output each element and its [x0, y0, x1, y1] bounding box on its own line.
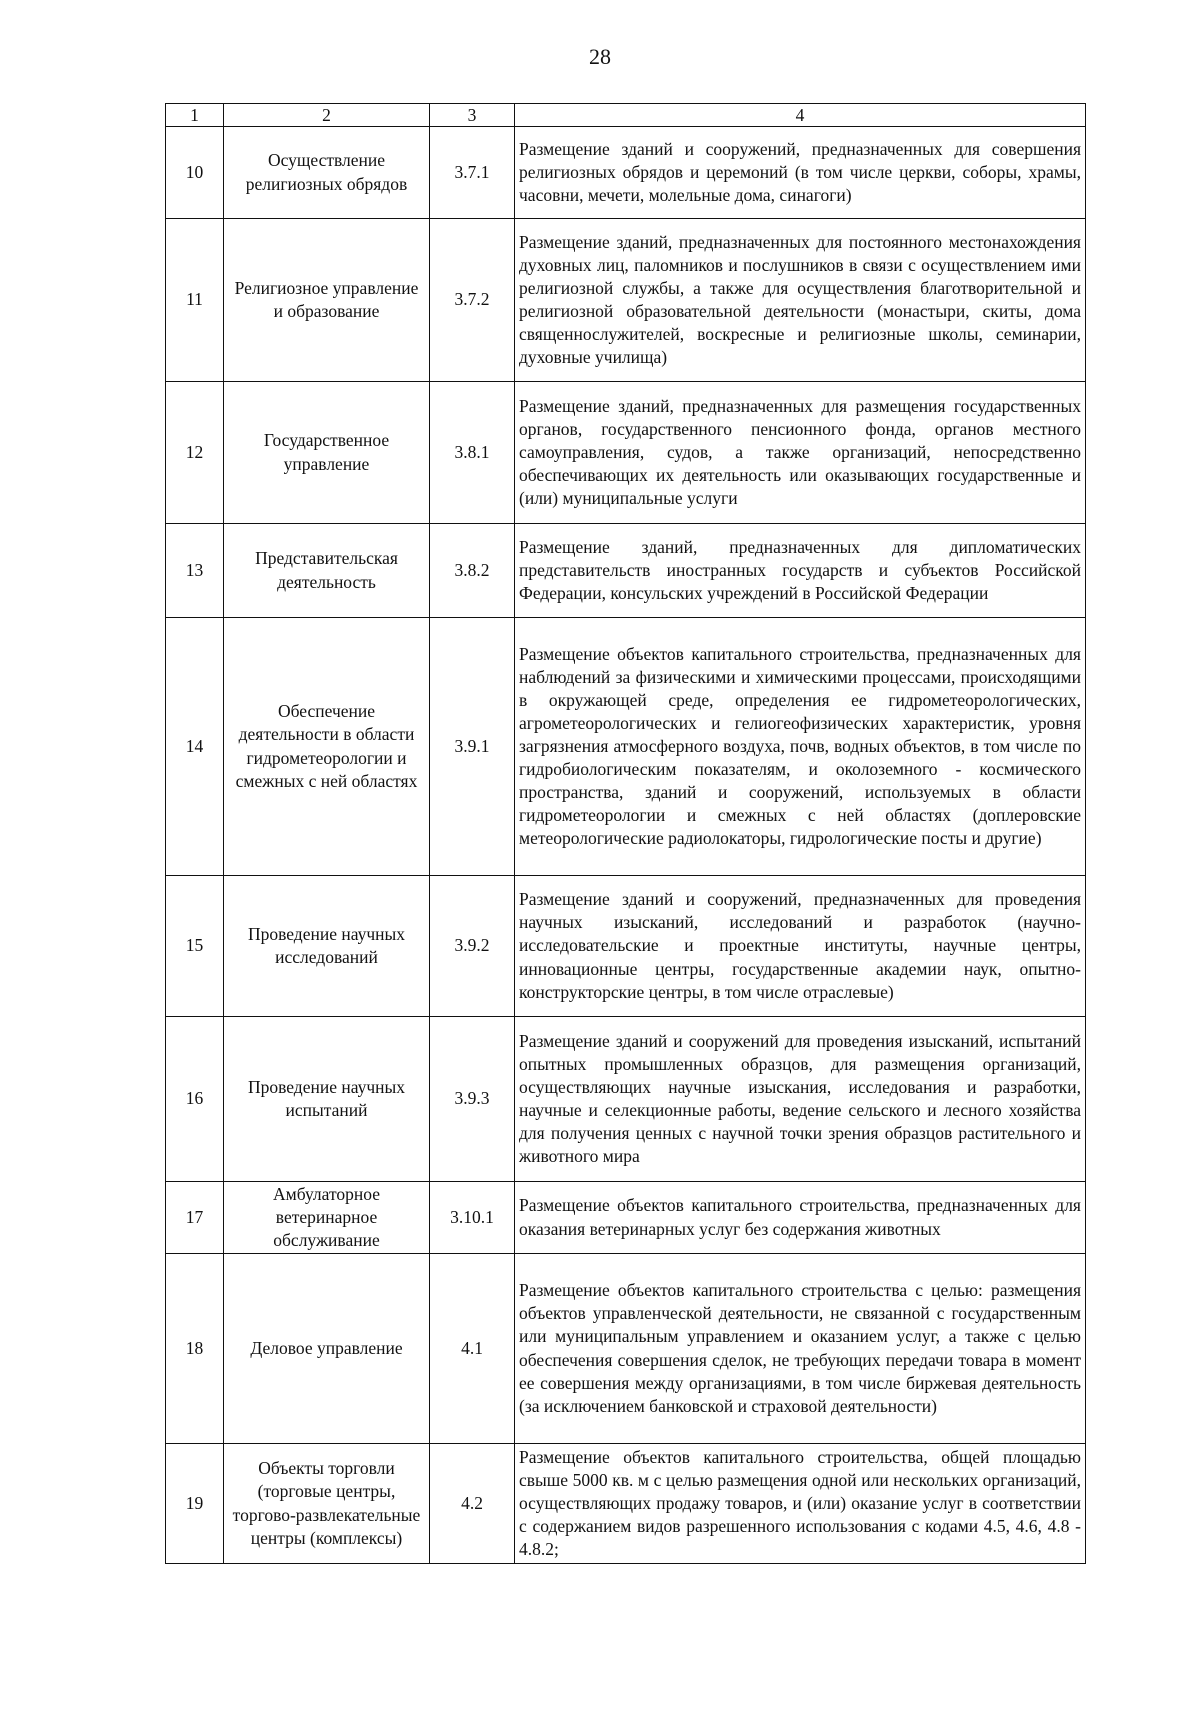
land-use-description: Размещение объектов капитального строительства с целью: размещения объектов управленческой деятельности, не связанной с государственным или муниципальным управлением и оказанием услуг, а также с целью обеспечения совершения сделок, не требующих передачи товара в момент ее совершения между организациями, в том числе биржевая деятельность (за исключением банковской и страховой деятельности) — [515, 1254, 1086, 1444]
land-use-name: Представительская деятельность — [224, 524, 430, 618]
row-number: 17 — [166, 1182, 224, 1254]
column-number-3: 3 — [430, 104, 515, 127]
land-use-code: 3.8.2 — [430, 524, 515, 618]
table-row — [166, 876, 1086, 1017]
land-use-description: Размещение объектов капитального строительства, предназначенных для наблюдений за физическими и химическими процессами, происходящими в окружающей среде, определения ее гидрометеорологических, агрометеорологических и гелиогеофизических характеристик, уровня загрязнения атмосферного воздуха, почв, водных объектов, в том числе по гидробиологическим показателям, и околоземного - космического пространства, зданий и сооружений, используемых в области гидрометеорологии и смежных с ней областях (доплеровские метеорологические радиолокаторы, гидрологические посты и другие) — [515, 618, 1086, 876]
land-use-code: 3.9.2 — [430, 876, 515, 1017]
table-row — [166, 524, 1086, 618]
table-row — [166, 618, 1086, 876]
column-number-4: 4 — [515, 104, 1086, 127]
land-use-description: Размещение зданий, предназначенных для размещения государственных органов, государственного пенсионного фонда, органов местного самоуправления, судов, а также организаций, непосредственно обеспечивающих их деятельность или оказывающих государственные и (или) муниципальные услуги — [515, 382, 1086, 524]
land-use-name: Объекты торговли (торговые центры, торгово-развлекательные центры (комплексы) — [224, 1444, 430, 1564]
row-number: 14 — [166, 618, 224, 876]
land-use-name: Осуществление религиозных обрядов — [224, 127, 430, 219]
land-use-name: Проведение научных испытаний — [224, 1017, 430, 1182]
row-number: 18 — [166, 1254, 224, 1444]
land-use-code: 3.7.1 — [430, 127, 515, 219]
land-use-description: Размещение зданий и сооружений, предназначенных для совершения религиозных обрядов и церемоний (в том числе церкви, соборы, храмы, часовни, мечети, молельные дома, синагоги) — [515, 127, 1086, 219]
land-use-name: Религиозное управление и образование — [224, 219, 430, 382]
land-use-description: Размещение объектов капитального строительства, предназначенных для оказания ветеринарных услуг без содержания животных — [515, 1182, 1086, 1254]
column-number-2: 2 — [224, 104, 430, 127]
land-use-description: Размещение объектов капитального строительства, общей площадью свыше 5000 кв. м с целью размещения одной или нескольких организаций, осуществляющих продажу товаров, и (или) оказание услуг в соответствии с содержанием видов разрешенного использования с кодами 4.5, 4.6, 4.8 - 4.8.2; — [515, 1444, 1086, 1564]
land-use-description: Размещение зданий, предназначенных для дипломатических представительств иностранных государств и субъектов Российской Федерации, консульских учреждений в Российской Федерации — [515, 524, 1086, 618]
row-number: 19 — [166, 1444, 224, 1564]
row-number: 15 — [166, 876, 224, 1017]
land-use-code: 3.9.1 — [430, 618, 515, 876]
land-use-table — [165, 103, 1086, 1564]
table-row — [166, 1017, 1086, 1182]
land-use-code: 3.7.2 — [430, 219, 515, 382]
page-number: 28 — [589, 44, 611, 69]
land-use-code: 4.1 — [430, 1254, 515, 1444]
row-number: 16 — [166, 1017, 224, 1182]
row-number: 11 — [166, 219, 224, 382]
row-number: 10 — [166, 127, 224, 219]
row-number: 13 — [166, 524, 224, 618]
table-row — [166, 1254, 1086, 1444]
land-use-name: Обеспечение деятельности в области гидрометеорологии и смежных с ней областях — [224, 618, 430, 876]
land-use-name: Государственное управление — [224, 382, 430, 524]
table-header-row — [166, 104, 1086, 127]
table-row — [166, 1444, 1086, 1564]
land-use-description: Размещение зданий и сооружений для проведения изысканий, испытаний опытных промышленных образцов, для размещения организаций, осуществляющих научные изыскания, исследования и разработки, научные и селекционные работы, ведение сельского и лесного хозяйства для получения ценных с научной точки зрения образцов растительного и животного мира — [515, 1017, 1086, 1182]
column-number-1: 1 — [166, 104, 224, 127]
land-use-description: Размещение зданий и сооружений, предназначенных для проведения научных изысканий, исследований и разработок (научно-исследовательские и проектные институты, научные центры, инновационные центры, государственные академии наук, опытно-конструкторские центры, в том числе отраслевые) — [515, 876, 1086, 1017]
land-use-code: 4.2 — [430, 1444, 515, 1564]
row-number: 12 — [166, 382, 224, 524]
land-use-code: 3.9.3 — [430, 1017, 515, 1182]
land-use-code: 3.8.1 — [430, 382, 515, 524]
table-row — [166, 1182, 1086, 1254]
land-use-description: Размещение зданий, предназначенных для постоянного местонахождения духовных лиц, паломников и послушников в связи с осуществлением ими религиозной службы, а также для осуществления благотворительной и религиозной образовательной деятельности (монастыри, скиты, дома священнослужителей, воскресные и религиозные школы, семинарии, духовные училища) — [515, 219, 1086, 382]
table-row — [166, 127, 1086, 219]
land-use-name: Амбулаторное ветеринарное обслуживание — [224, 1182, 430, 1254]
table-row — [166, 219, 1086, 382]
land-use-name: Проведение научных исследований — [224, 876, 430, 1017]
land-use-name: Деловое управление — [224, 1254, 430, 1444]
table-row — [166, 382, 1086, 524]
land-use-code: 3.10.1 — [430, 1182, 515, 1254]
